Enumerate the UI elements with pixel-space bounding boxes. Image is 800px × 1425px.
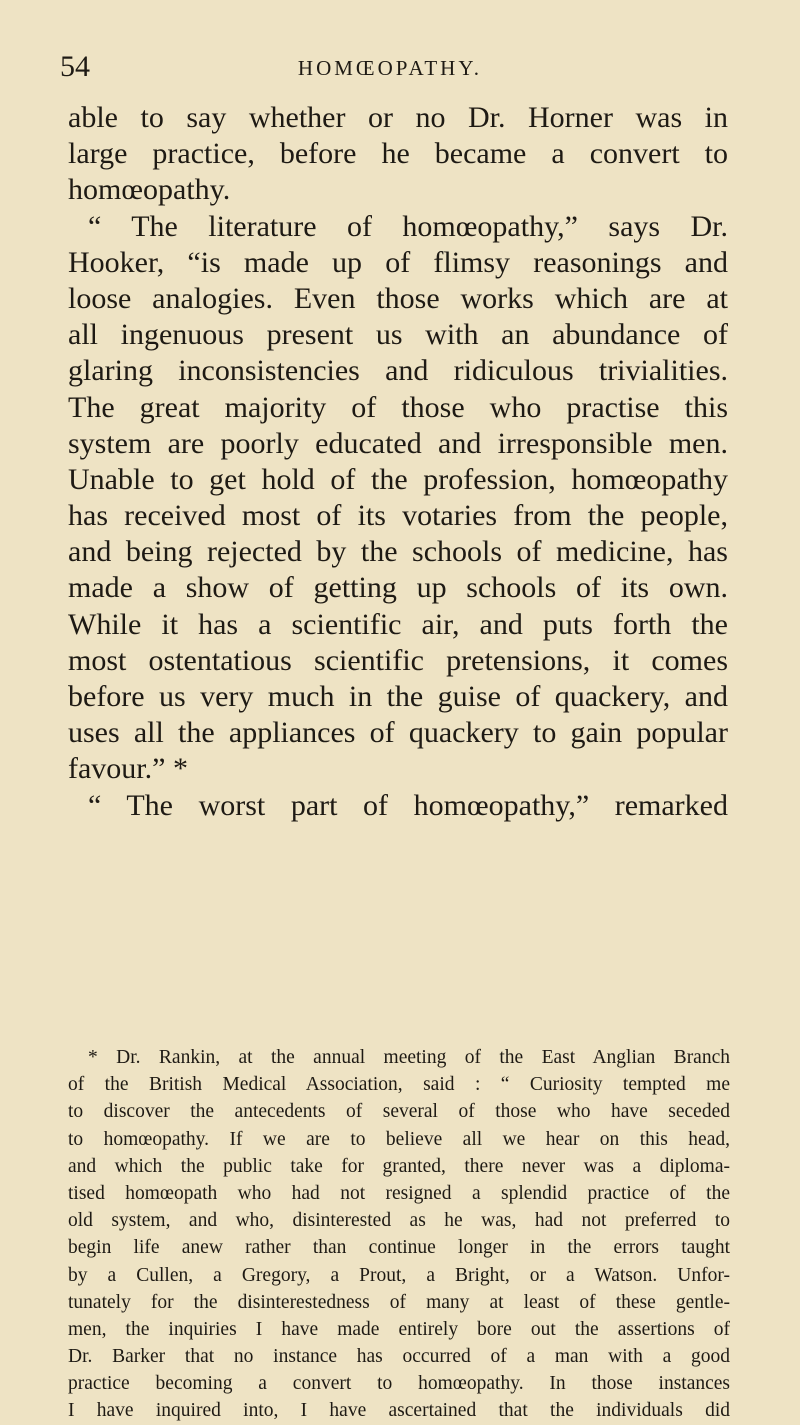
- footnote-line: * Dr. Rankin, at the annual meeting of the East Anglian Branch: [88, 1047, 730, 1068]
- body-line: Hooker, “is made up of flimsy reasonings and: [68, 245, 728, 279]
- body-line: system are poorly educated and irresponsible men.: [68, 426, 728, 460]
- body-text: [68, 100, 728, 824]
- footnote-line: by a Cullen, a Gregory, a Prout, a Bright, or a Watson. Unfor-: [68, 1264, 730, 1286]
- footnote-line: of the British Medical Association, said : “ Curiosity tempted me: [68, 1074, 730, 1096]
- body-line: all ingenuous present us with an abundance of: [68, 318, 728, 352]
- body-line: uses all the appliances of quackery to gain popular: [68, 716, 728, 750]
- page-number: 54: [60, 50, 90, 83]
- footnote-line: Dr. Barker that no instance has occurred of a man with a good: [68, 1346, 730, 1368]
- body-line: “ The literature of homœopathy,” says Dr.: [88, 209, 728, 243]
- footnote-line: practice becoming a convert to homœopathy. In those instances: [68, 1373, 730, 1395]
- body-line: glaring inconsistencies and ridiculous trivialities.: [68, 354, 728, 388]
- body-line: “ The worst part of homœopathy,” remarked: [88, 788, 728, 822]
- body-line: favour.” *: [68, 752, 188, 786]
- body-line: made a show of getting up schools of its own.: [68, 571, 728, 605]
- page-header: [60, 50, 720, 90]
- body-line: large practice, before he became a convert to: [68, 137, 728, 171]
- body-line: homœopathy.: [68, 173, 231, 207]
- footnote-line: I have inquired into, I have ascertained that the individuals did: [68, 1400, 730, 1422]
- body-line: and being rejected by the schools of medicine, has: [68, 535, 728, 569]
- footnote-line: tunately for the disinterestedness of many at least of these gentle-: [68, 1291, 730, 1313]
- body-line: loose analogies. Even those works which are at: [68, 281, 728, 315]
- footnote-line: to homœopathy. If we are to believe all we hear on this head,: [68, 1128, 730, 1150]
- body-line: The great majority of those who practise this: [68, 390, 728, 424]
- footnote: [68, 1044, 730, 1425]
- footnote-line: begin life anew rather than continue longer in the errors taught: [68, 1237, 730, 1259]
- body-line: Unable to get hold of the profession, homœopathy: [68, 462, 728, 496]
- body-line: most ostentatious scientific pretensions, it comes: [68, 643, 728, 677]
- body-line: While it has a scientific air, and puts forth the: [68, 607, 728, 641]
- footnote-line: men, the inquiries I have made entirely bore out the assertions of: [68, 1318, 730, 1340]
- footnote-line: tised homœopath who had not resigned a splendid practice of the: [68, 1182, 730, 1204]
- body-line: able to say whether or no Dr. Horner was in: [68, 101, 728, 134]
- footnote-line: to discover the antecedents of several of those who have seceded: [68, 1101, 730, 1123]
- body-line: before us very much in the guise of quackery, and: [68, 680, 728, 713]
- body-line: has received most of its votaries from the people,: [68, 499, 728, 533]
- footnote-line: and which the public take for granted, there never was a diploma-: [68, 1155, 730, 1177]
- running-head: HOMŒOPATHY.: [297, 56, 483, 80]
- footnote-line: old system, and who, disinterested as he was, had not preferred to: [68, 1210, 730, 1232]
